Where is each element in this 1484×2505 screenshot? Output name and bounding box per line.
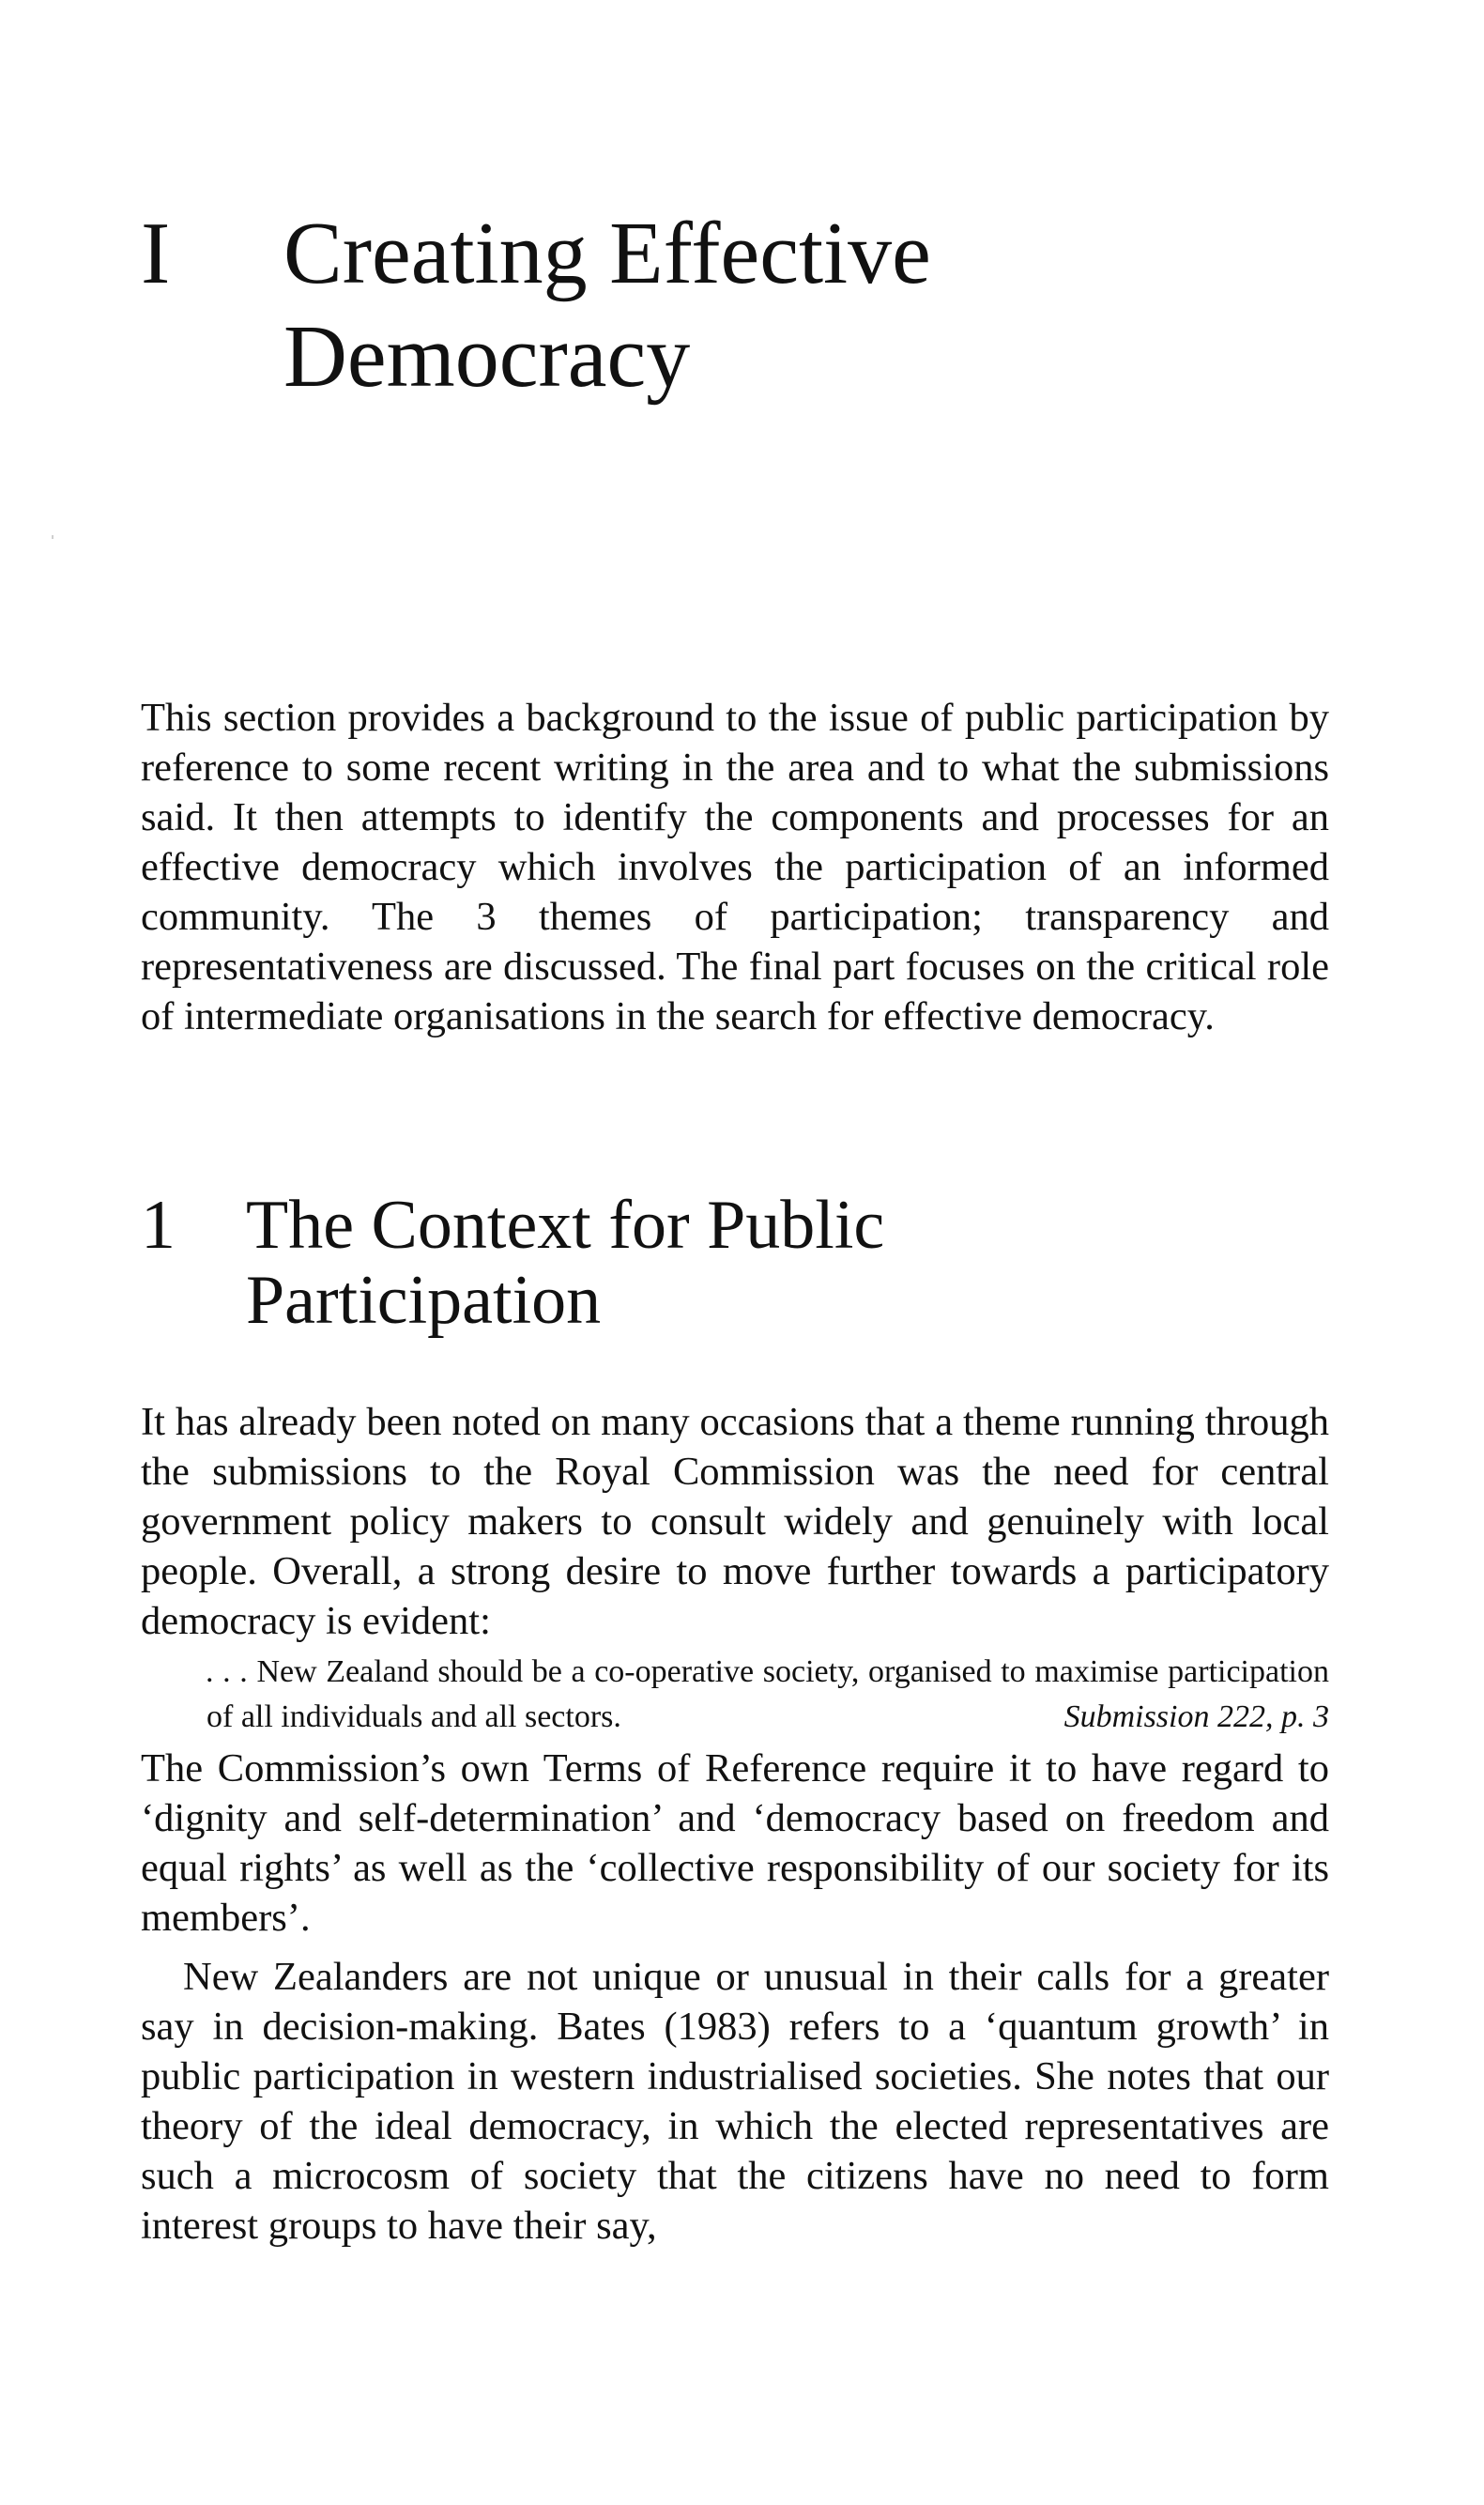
paragraph-1: It has already been noted on many occasions that a theme running through the submissions to the Royal Commission was the need for central government policy makers to consult widely and genuinely with local people. Overall, a strong desire to move further towards a participatory democracy is evident: xyxy=(141,1400,1329,1643)
paragraph-3: New Zealanders are not unique or unusual in their calls for a greater say in decision-making. Bates (1983) refers to a ‘quantum growth’ in public participation in western industrialised societies. She notes that our theory of the ideal democracy, in which the elected representatives are such a microcosm of society that the citizens have no need to form interest groups to have their say, xyxy=(141,1955,1329,2248)
intro-paragraph: This section provides a background to the issue of public participation by reference to some recent writing in the area and to what the submissions said. It then attempts to identify the components and processes for an effective democracy which involves the participation of an informed community. The 3 themes of participation; transparency and representativeness are discussed. The final part focuses on the critical role of intermediate organisations in the search for effective democracy. xyxy=(141,696,1329,1038)
block-quote xyxy=(141,1650,1329,1740)
part-number: I xyxy=(141,205,171,302)
part-title: Creating Effective Democracy xyxy=(283,205,931,406)
quote-source: Submission 222, p. 3 xyxy=(1063,1699,1329,1734)
part-heading xyxy=(141,202,1222,408)
section-number: 1 xyxy=(141,1187,176,1264)
quote-text: . . . New Zealand should be a co-operative society, organised to maximise participation of all individuals and all sectors. xyxy=(206,1654,1329,1734)
section-heading xyxy=(141,1188,1091,1338)
body-text xyxy=(141,1397,1329,2251)
margin-speck xyxy=(52,535,54,539)
section-title: The Context for Public Participation xyxy=(246,1187,885,1339)
paragraph-2: The Commission’s own Terms of Reference require it to have regard to ‘dignity and self-determination’ and ‘democracy based on freedom and equal rights’ as well as the ‘collective responsibility of our society for its members’. xyxy=(141,1746,1329,1940)
